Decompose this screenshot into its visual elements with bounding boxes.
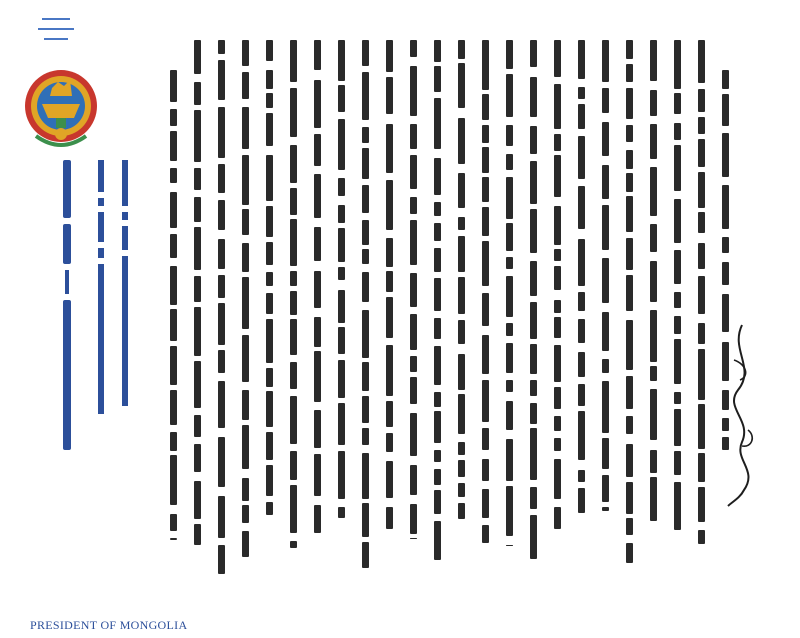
office-name: PRESIDENT OF MONGOLIA bbox=[30, 618, 188, 632]
letterhead-script-address bbox=[94, 160, 108, 620]
letterhead-script-address-2 bbox=[118, 160, 132, 620]
state-emblem-icon bbox=[22, 62, 100, 154]
letterhead-script-title bbox=[56, 160, 78, 620]
letter-body bbox=[170, 40, 770, 600]
signature-icon bbox=[712, 320, 772, 510]
document-reference bbox=[36, 10, 78, 50]
letterhead bbox=[0, 0, 188, 638]
